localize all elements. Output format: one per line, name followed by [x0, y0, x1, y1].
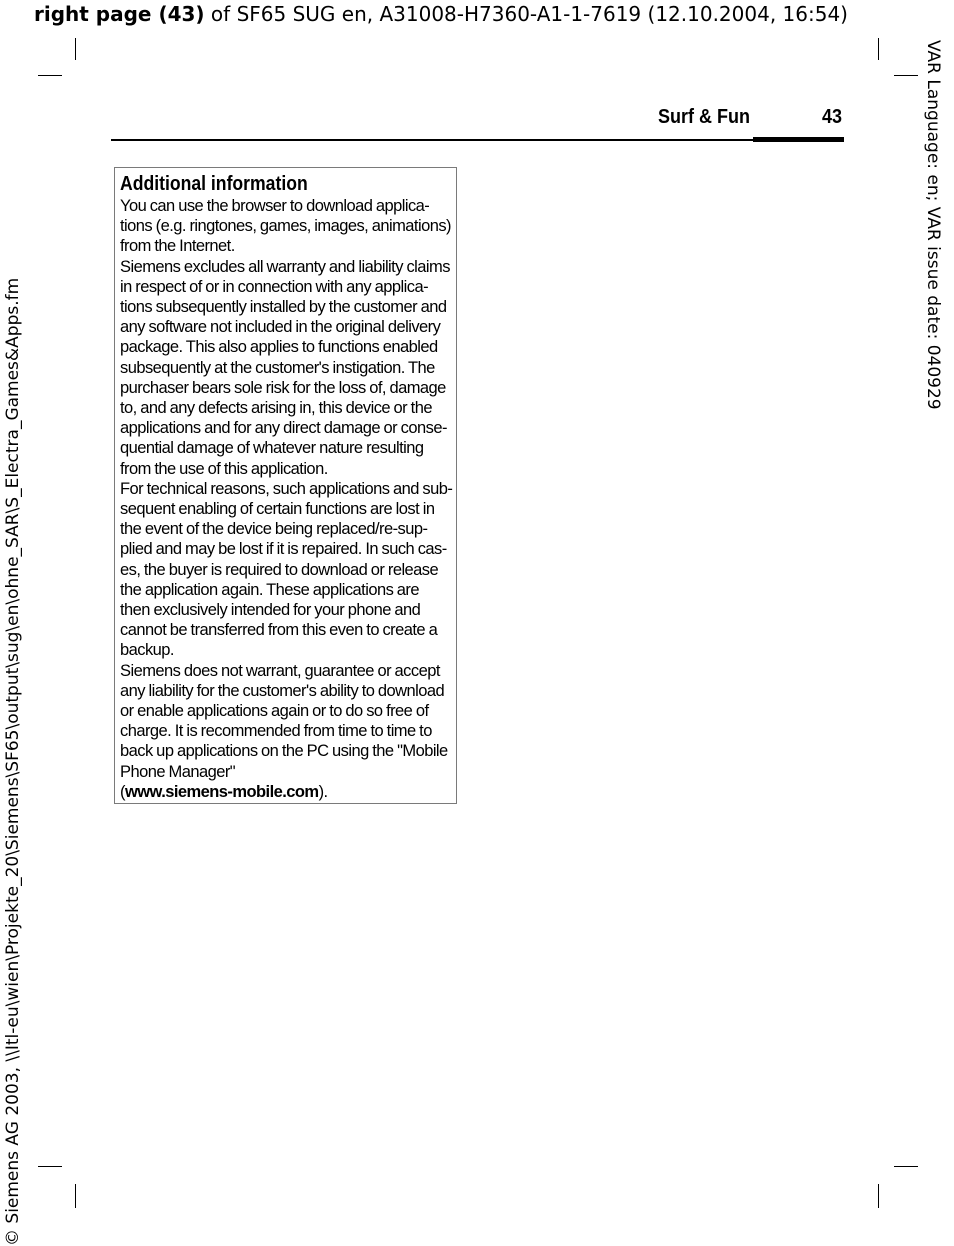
text-line: from the use of this application. [120, 459, 328, 478]
link-open: ( [120, 782, 125, 801]
text-line: tions (e.g. ringtones, games, images, animations) [120, 217, 451, 236]
crop-mark [38, 75, 62, 76]
header-rule [111, 139, 844, 141]
crop-mark [878, 1184, 879, 1208]
text-line: in respect of or in connection with any applica- [120, 277, 429, 296]
info-paragraph [120, 196, 452, 257]
print-header-details: of SF65 SUG en, A31008-H7360-A1-1-7619 (12.10.2004, 16:54) [204, 2, 848, 26]
var-info-margin: VAR Language: en; VAR issue date: 040929 [923, 40, 943, 410]
website-link[interactable]: www.siemens-mobile.com [124, 782, 319, 801]
text-line: Phone Manager" [120, 762, 236, 781]
text-line: to, and any defects arising in, this device or the [120, 399, 432, 418]
print-header [34, 0, 848, 28]
text-line: subsequently at the customer's instigation. The [120, 358, 435, 377]
crop-mark [38, 1166, 62, 1167]
text-line: back up applications on the PC using the "Mobile [120, 742, 448, 761]
link-line [120, 782, 452, 802]
text-line: then exclusively intended for your phone and [120, 601, 421, 620]
text-line: package. This also applies to functions enabled [120, 338, 438, 357]
text-line: any liability for the customer's ability to download [120, 681, 445, 700]
info-box-body [120, 196, 452, 782]
info-paragraph [120, 257, 452, 479]
info-box [114, 167, 457, 804]
text-line: cannot be transferred from this even to create a [120, 621, 438, 640]
text-line: backup. [120, 641, 174, 660]
text-line: You can use the browser to download applica- [120, 197, 430, 215]
link-close: ). [318, 782, 328, 801]
crop-mark [894, 1166, 918, 1167]
text-line: charge. It is recommended from time to time to [120, 722, 432, 741]
info-box-title: Additional information [120, 173, 308, 195]
text-line: or enable applications again or to do so free of [120, 702, 429, 721]
crop-mark [894, 75, 918, 76]
text-line: any software not included in the original delivery [120, 318, 441, 337]
text-line: For technical reasons, such applications and sub- [120, 479, 453, 498]
text-line: es, the buyer is required to download or release [120, 560, 439, 579]
header-rule-accent [753, 137, 844, 142]
crop-mark [75, 1184, 76, 1208]
text-line: applications and for any direct damage or conse- [120, 419, 447, 438]
text-line: quential damage of whatever nature resulting [120, 439, 424, 458]
section-title: Surf & Fun [658, 106, 750, 128]
text-line: plied and may be lost if it is repaired. In such cas- [120, 540, 447, 559]
text-line: sequent enabling of certain functions are lost in [120, 500, 435, 519]
text-line: Siemens excludes all warranty and liability claims [120, 257, 450, 276]
file-path-margin: © Siemens AG 2003, \\Itl-eu\wien\Projekte_20\Siemens\SF65\output\sug\en\ohne_SAR\S_Electra_Games&Apps.fm [3, 277, 23, 1246]
text-line: the event of the device being replaced/re-sup- [120, 520, 428, 539]
text-line: from the Internet. [120, 237, 235, 256]
print-header-page: right page (43) [34, 2, 205, 26]
info-paragraph [120, 661, 452, 782]
text-line: purchaser bears sole risk for the loss of, damage [120, 378, 446, 397]
crop-mark [75, 38, 76, 60]
text-line: Siemens does not warrant, guarantee or accept [120, 661, 440, 680]
text-line: the application again. These applications are [120, 580, 420, 599]
text-line: tions subsequently installed by the customer and [120, 298, 447, 317]
crop-mark [878, 38, 879, 60]
info-paragraph [120, 479, 452, 661]
page-number: 43 [821, 106, 842, 128]
